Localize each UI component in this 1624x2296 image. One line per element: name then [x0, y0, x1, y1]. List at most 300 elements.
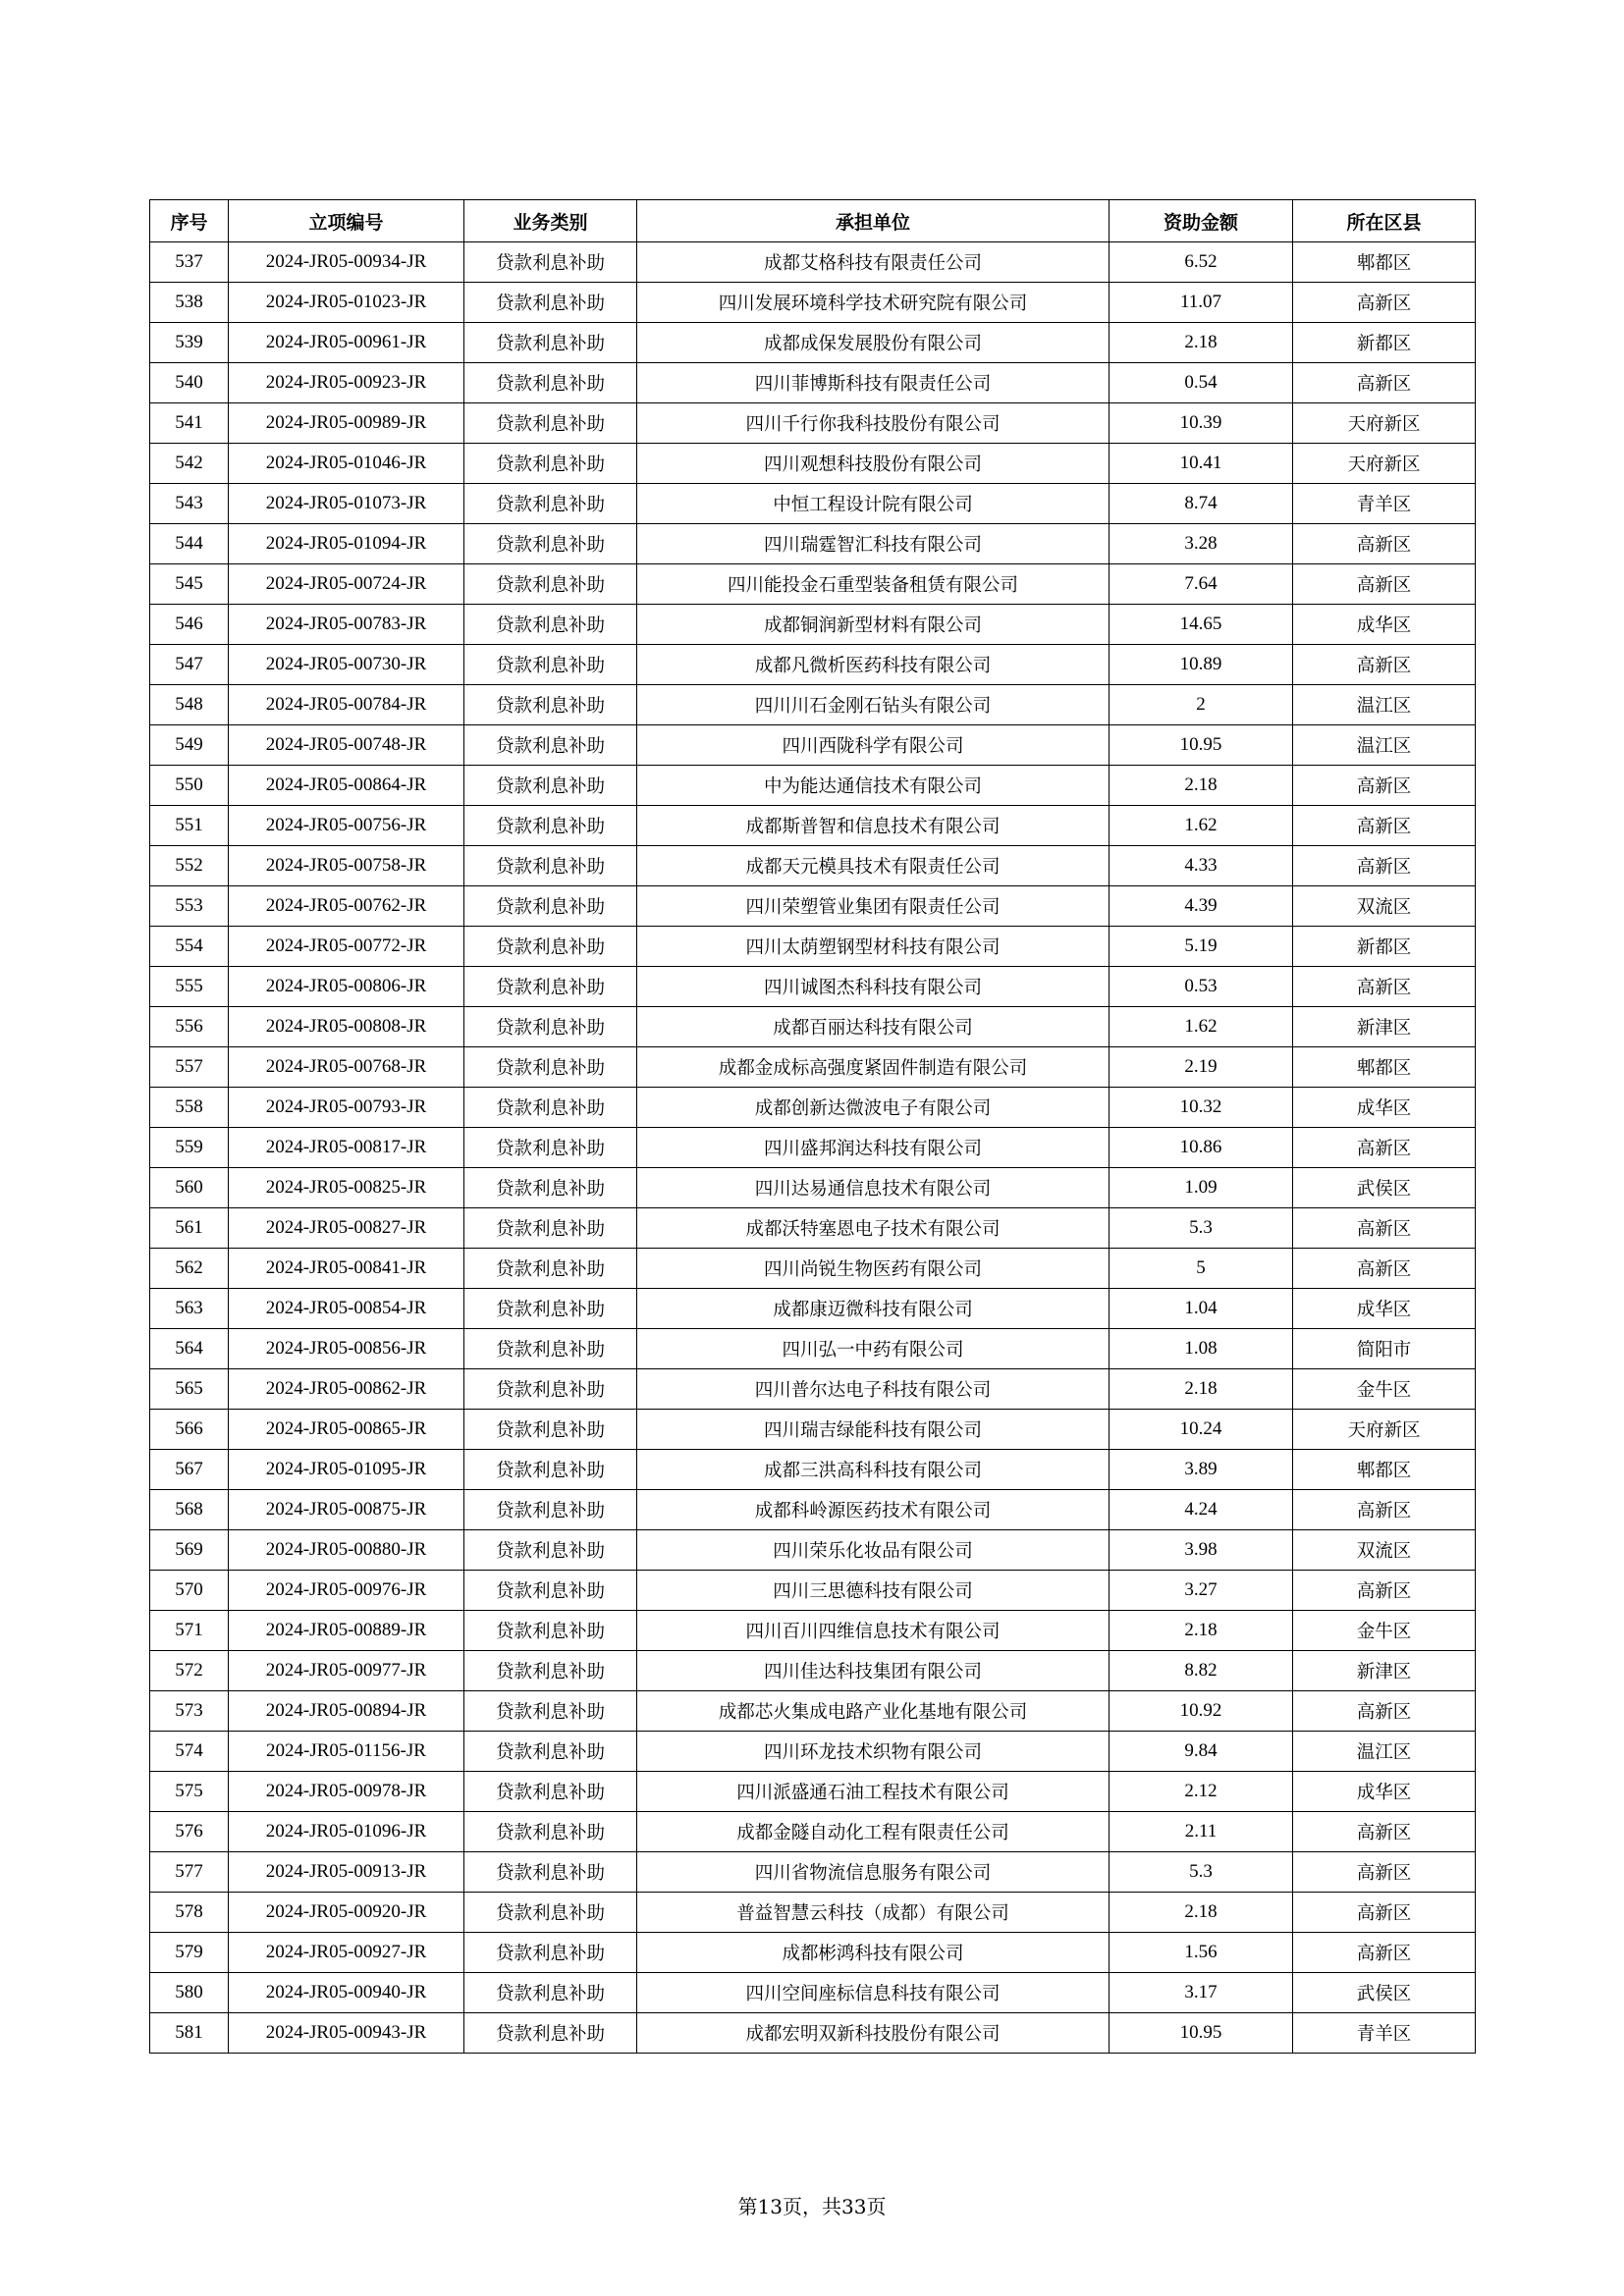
- cell-project-id: 2024-JR05-00827-JR: [229, 1208, 464, 1249]
- cell-company: 成都金成标高强度紧固件制造有限公司: [637, 1047, 1110, 1088]
- cell-project-id: 2024-JR05-00772-JR: [229, 927, 464, 967]
- cell-index: 577: [150, 1852, 229, 1893]
- cell-amount: 7.64: [1110, 564, 1293, 605]
- cell-project-id: 2024-JR05-00748-JR: [229, 725, 464, 766]
- cell-amount: 10.95: [1110, 2013, 1293, 2054]
- cell-district: 高新区: [1293, 1249, 1476, 1289]
- cell-index: 551: [150, 806, 229, 846]
- cell-index: 554: [150, 927, 229, 967]
- cell-project-id: 2024-JR05-00943-JR: [229, 2013, 464, 2054]
- cell-district: 高新区: [1293, 846, 1476, 886]
- cell-index: 562: [150, 1249, 229, 1289]
- table-row: [150, 1651, 1476, 1691]
- table-row: [150, 2013, 1476, 2054]
- cell-amount: 2.12: [1110, 1772, 1293, 1812]
- table-row: [150, 886, 1476, 927]
- cell-index: 563: [150, 1289, 229, 1329]
- funding-table: [149, 199, 1476, 2054]
- cell-project-id: 2024-JR05-00856-JR: [229, 1329, 464, 1369]
- cell-company: 成都斯普智和信息技术有限公司: [637, 806, 1110, 846]
- cell-category: 贷款利息补助: [464, 1530, 637, 1571]
- table-row: [150, 1732, 1476, 1772]
- cell-company: 成都天元模具技术有限责任公司: [637, 846, 1110, 886]
- cell-category: 贷款利息补助: [464, 725, 637, 766]
- cell-district: 高新区: [1293, 645, 1476, 685]
- cell-index: 556: [150, 1007, 229, 1047]
- cell-category: 贷款利息补助: [464, 1208, 637, 1249]
- table-body: [150, 242, 1476, 2054]
- cell-amount: 1.08: [1110, 1329, 1293, 1369]
- cell-index: 578: [150, 1893, 229, 1933]
- table-row: [150, 846, 1476, 886]
- cell-district: 温江区: [1293, 1732, 1476, 1772]
- cell-company: 四川观想科技股份有限公司: [637, 444, 1110, 484]
- page-number: 第13页，共33页: [737, 2195, 887, 2218]
- cell-district: 温江区: [1293, 725, 1476, 766]
- table-row: [150, 1128, 1476, 1168]
- cell-project-id: 2024-JR05-00977-JR: [229, 1651, 464, 1691]
- cell-index: 580: [150, 1973, 229, 2013]
- cell-district: 成华区: [1293, 1772, 1476, 1812]
- cell-category: 贷款利息补助: [464, 886, 637, 927]
- cell-index: 557: [150, 1047, 229, 1088]
- cell-category: 贷款利息补助: [464, 444, 637, 484]
- table-row: [150, 1369, 1476, 1410]
- table-row: [150, 967, 1476, 1007]
- table-row: [150, 1852, 1476, 1893]
- cell-category: 贷款利息补助: [464, 323, 637, 363]
- cell-index: 555: [150, 967, 229, 1007]
- cell-project-id: 2024-JR05-00730-JR: [229, 645, 464, 685]
- cell-category: 贷款利息补助: [464, 1611, 637, 1651]
- cell-category: 贷款利息补助: [464, 1450, 637, 1490]
- cell-amount: 3.28: [1110, 524, 1293, 564]
- cell-amount: 4.33: [1110, 846, 1293, 886]
- table-row: [150, 1973, 1476, 2013]
- cell-amount: 10.95: [1110, 725, 1293, 766]
- cell-amount: 0.54: [1110, 363, 1293, 403]
- cell-district: 高新区: [1293, 1208, 1476, 1249]
- cell-company: 四川瑞霆智汇科技有限公司: [637, 524, 1110, 564]
- table-row: [150, 685, 1476, 725]
- table-row: [150, 363, 1476, 403]
- cell-index: 546: [150, 605, 229, 645]
- cell-district: 郫都区: [1293, 1450, 1476, 1490]
- header-row: [150, 200, 1476, 242]
- table-row: [150, 1691, 1476, 1732]
- cell-company: 四川环龙技术织物有限公司: [637, 1732, 1110, 1772]
- cell-category: 贷款利息补助: [464, 1369, 637, 1410]
- cell-category: 贷款利息补助: [464, 1732, 637, 1772]
- cell-company: 成都科岭源医药技术有限公司: [637, 1490, 1110, 1530]
- cell-amount: 10.24: [1110, 1410, 1293, 1450]
- cell-amount: 10.89: [1110, 645, 1293, 685]
- cell-amount: 3.27: [1110, 1571, 1293, 1611]
- cell-amount: 5.3: [1110, 1852, 1293, 1893]
- cell-project-id: 2024-JR05-00784-JR: [229, 685, 464, 725]
- cell-category: 贷款利息补助: [464, 1329, 637, 1369]
- table-row: [150, 927, 1476, 967]
- cell-amount: 1.04: [1110, 1289, 1293, 1329]
- table-row: [150, 1611, 1476, 1651]
- cell-project-id: 2024-JR05-00825-JR: [229, 1168, 464, 1208]
- cell-district: 高新区: [1293, 1571, 1476, 1611]
- cell-district: 简阳市: [1293, 1329, 1476, 1369]
- table-row: [150, 564, 1476, 605]
- cell-index: 550: [150, 766, 229, 806]
- cell-amount: 0.53: [1110, 967, 1293, 1007]
- cell-district: 高新区: [1293, 1893, 1476, 1933]
- cell-district: 高新区: [1293, 1691, 1476, 1732]
- cell-amount: 2.18: [1110, 1369, 1293, 1410]
- cell-index: 547: [150, 645, 229, 685]
- cell-project-id: 2024-JR05-00864-JR: [229, 766, 464, 806]
- cell-district: 郫都区: [1293, 242, 1476, 283]
- cell-amount: 5: [1110, 1249, 1293, 1289]
- cell-project-id: 2024-JR05-00961-JR: [229, 323, 464, 363]
- cell-category: 贷款利息补助: [464, 1933, 637, 1973]
- cell-category: 贷款利息补助: [464, 1812, 637, 1852]
- table-row: [150, 605, 1476, 645]
- cell-amount: 2.18: [1110, 1611, 1293, 1651]
- cell-district: 成华区: [1293, 605, 1476, 645]
- cell-project-id: 2024-JR05-00976-JR: [229, 1571, 464, 1611]
- cell-index: 581: [150, 2013, 229, 2054]
- cell-district: 金牛区: [1293, 1369, 1476, 1410]
- cell-company: 四川空间座标信息科技有限公司: [637, 1973, 1110, 2013]
- cell-index: 560: [150, 1168, 229, 1208]
- table-row: [150, 1490, 1476, 1530]
- cell-index: 538: [150, 283, 229, 323]
- cell-company: 四川荣乐化妆品有限公司: [637, 1530, 1110, 1571]
- table-row: [150, 283, 1476, 323]
- cell-amount: 11.07: [1110, 283, 1293, 323]
- cell-district: 高新区: [1293, 524, 1476, 564]
- cell-company: 成都凡微析医药科技有限公司: [637, 645, 1110, 685]
- cell-project-id: 2024-JR05-01156-JR: [229, 1732, 464, 1772]
- cell-company: 成都艾格科技有限责任公司: [637, 242, 1110, 283]
- cell-index: 566: [150, 1410, 229, 1450]
- table-row: [150, 1088, 1476, 1128]
- cell-district: 高新区: [1293, 1812, 1476, 1852]
- cell-index: 539: [150, 323, 229, 363]
- cell-index: 559: [150, 1128, 229, 1168]
- table-row: [150, 725, 1476, 766]
- cell-amount: 2.18: [1110, 1893, 1293, 1933]
- cell-project-id: 2024-JR05-00862-JR: [229, 1369, 464, 1410]
- cell-index: 570: [150, 1571, 229, 1611]
- cell-amount: 5.3: [1110, 1208, 1293, 1249]
- table-row: [150, 645, 1476, 685]
- cell-project-id: 2024-JR05-00889-JR: [229, 1611, 464, 1651]
- cell-company: 四川诚图杰科科技有限公司: [637, 967, 1110, 1007]
- cell-category: 贷款利息补助: [464, 1088, 637, 1128]
- cell-index: 574: [150, 1732, 229, 1772]
- cell-amount: 2.18: [1110, 766, 1293, 806]
- cell-amount: 1.62: [1110, 1007, 1293, 1047]
- cell-project-id: 2024-JR05-01095-JR: [229, 1450, 464, 1490]
- cell-category: 贷款利息补助: [464, 967, 637, 1007]
- cell-project-id: 2024-JR05-00920-JR: [229, 1893, 464, 1933]
- cell-company: 四川太荫塑钢型材科技有限公司: [637, 927, 1110, 967]
- cell-amount: 14.65: [1110, 605, 1293, 645]
- table-row: [150, 1893, 1476, 1933]
- cell-index: 541: [150, 403, 229, 444]
- table-row: [150, 323, 1476, 363]
- cell-category: 贷款利息补助: [464, 1249, 637, 1289]
- cell-project-id: 2024-JR05-01094-JR: [229, 524, 464, 564]
- cell-category: 贷款利息补助: [464, 1007, 637, 1047]
- cell-category: 贷款利息补助: [464, 1490, 637, 1530]
- cell-district: 高新区: [1293, 283, 1476, 323]
- cell-index: 561: [150, 1208, 229, 1249]
- cell-company: 四川三思德科技有限公司: [637, 1571, 1110, 1611]
- cell-project-id: 2024-JR05-00808-JR: [229, 1007, 464, 1047]
- cell-category: 贷款利息补助: [464, 1651, 637, 1691]
- cell-category: 贷款利息补助: [464, 363, 637, 403]
- cell-category: 贷款利息补助: [464, 564, 637, 605]
- cell-category: 贷款利息补助: [464, 1410, 637, 1450]
- table-row: [150, 524, 1476, 564]
- cell-index: 553: [150, 886, 229, 927]
- cell-index: 568: [150, 1490, 229, 1530]
- cell-company: 四川西陇科学有限公司: [637, 725, 1110, 766]
- table-row: [150, 484, 1476, 524]
- cell-district: 温江区: [1293, 685, 1476, 725]
- cell-category: 贷款利息补助: [464, 766, 637, 806]
- cell-company: 四川达易通信息技术有限公司: [637, 1168, 1110, 1208]
- col-header-district: 所在区县: [1293, 200, 1476, 242]
- cell-project-id: 2024-JR05-00793-JR: [229, 1088, 464, 1128]
- cell-category: 贷款利息补助: [464, 806, 637, 846]
- col-header-category: 业务类别: [464, 200, 637, 242]
- cell-district: 天府新区: [1293, 444, 1476, 484]
- cell-district: 高新区: [1293, 1128, 1476, 1168]
- cell-district: 武侯区: [1293, 1973, 1476, 2013]
- table-row: [150, 766, 1476, 806]
- cell-project-id: 2024-JR05-00762-JR: [229, 886, 464, 927]
- cell-project-id: 2024-JR05-00894-JR: [229, 1691, 464, 1732]
- cell-amount: 10.41: [1110, 444, 1293, 484]
- cell-company: 四川千行你我科技股份有限公司: [637, 403, 1110, 444]
- cell-district: 双流区: [1293, 1530, 1476, 1571]
- cell-index: 573: [150, 1691, 229, 1732]
- cell-company: 四川佳达科技集团有限公司: [637, 1651, 1110, 1691]
- cell-project-id: 2024-JR05-00783-JR: [229, 605, 464, 645]
- cell-amount: 5.19: [1110, 927, 1293, 967]
- cell-amount: 2: [1110, 685, 1293, 725]
- cell-company: 成都三洪高科科技有限公司: [637, 1450, 1110, 1490]
- table-row: [150, 1933, 1476, 1973]
- cell-company: 成都百丽达科技有限公司: [637, 1007, 1110, 1047]
- cell-category: 贷款利息补助: [464, 283, 637, 323]
- cell-index: 542: [150, 444, 229, 484]
- cell-district: 郫都区: [1293, 1047, 1476, 1088]
- cell-project-id: 2024-JR05-01073-JR: [229, 484, 464, 524]
- cell-amount: 2.11: [1110, 1812, 1293, 1852]
- col-header-company: 承担单位: [637, 200, 1110, 242]
- cell-project-id: 2024-JR05-00854-JR: [229, 1289, 464, 1329]
- cell-company: 四川瑞吉绿能科技有限公司: [637, 1410, 1110, 1450]
- cell-category: 贷款利息补助: [464, 484, 637, 524]
- table-row: [150, 1249, 1476, 1289]
- cell-company: 四川普尔达电子科技有限公司: [637, 1369, 1110, 1410]
- cell-index: 569: [150, 1530, 229, 1571]
- table-row: [150, 806, 1476, 846]
- table-row: [150, 1007, 1476, 1047]
- table-row: [150, 1208, 1476, 1249]
- cell-index: 572: [150, 1651, 229, 1691]
- cell-project-id: 2024-JR05-00923-JR: [229, 363, 464, 403]
- cell-category: 贷款利息补助: [464, 645, 637, 685]
- cell-company: 成都彬鸿科技有限公司: [637, 1933, 1110, 1973]
- cell-district: 武侯区: [1293, 1168, 1476, 1208]
- cell-project-id: 2024-JR05-00724-JR: [229, 564, 464, 605]
- cell-category: 贷款利息补助: [464, 524, 637, 564]
- cell-amount: 1.09: [1110, 1168, 1293, 1208]
- cell-project-id: 2024-JR05-00913-JR: [229, 1852, 464, 1893]
- cell-district: 高新区: [1293, 363, 1476, 403]
- cell-company: 中恒工程设计院有限公司: [637, 484, 1110, 524]
- cell-company: 中为能达通信技术有限公司: [637, 766, 1110, 806]
- table-row: [150, 1571, 1476, 1611]
- cell-company: 成都金隧自动化工程有限责任公司: [637, 1812, 1110, 1852]
- cell-category: 贷款利息补助: [464, 1128, 637, 1168]
- cell-amount: 10.86: [1110, 1128, 1293, 1168]
- cell-company: 成都成保发展股份有限公司: [637, 323, 1110, 363]
- table-row: [150, 1772, 1476, 1812]
- cell-district: 青羊区: [1293, 2013, 1476, 2054]
- cell-index: 571: [150, 1611, 229, 1651]
- cell-amount: 3.17: [1110, 1973, 1293, 2013]
- cell-index: 544: [150, 524, 229, 564]
- cell-category: 贷款利息补助: [464, 846, 637, 886]
- cell-amount: 2.19: [1110, 1047, 1293, 1088]
- cell-company: 成都铜润新型材料有限公司: [637, 605, 1110, 645]
- cell-category: 贷款利息补助: [464, 1772, 637, 1812]
- table-row: [150, 1450, 1476, 1490]
- table-row: [150, 242, 1476, 283]
- cell-project-id: 2024-JR05-00880-JR: [229, 1530, 464, 1571]
- cell-company: 普益智慧云科技（成都）有限公司: [637, 1893, 1110, 1933]
- cell-amount: 8.82: [1110, 1651, 1293, 1691]
- col-header-amount: 资助金额: [1110, 200, 1293, 242]
- cell-district: 高新区: [1293, 806, 1476, 846]
- cell-index: 549: [150, 725, 229, 766]
- cell-project-id: 2024-JR05-00940-JR: [229, 1973, 464, 2013]
- cell-project-id: 2024-JR05-00758-JR: [229, 846, 464, 886]
- cell-index: 537: [150, 242, 229, 283]
- cell-amount: 9.84: [1110, 1732, 1293, 1772]
- cell-company: 四川尚锐生物医药有限公司: [637, 1249, 1110, 1289]
- cell-index: 567: [150, 1450, 229, 1490]
- cell-category: 贷款利息补助: [464, 1571, 637, 1611]
- cell-district: 高新区: [1293, 1933, 1476, 1973]
- cell-district: 新津区: [1293, 1651, 1476, 1691]
- cell-amount: 3.89: [1110, 1450, 1293, 1490]
- cell-amount: 8.74: [1110, 484, 1293, 524]
- cell-district: 天府新区: [1293, 403, 1476, 444]
- cell-category: 贷款利息补助: [464, 927, 637, 967]
- cell-district: 新津区: [1293, 1007, 1476, 1047]
- cell-district: 高新区: [1293, 1490, 1476, 1530]
- cell-index: 552: [150, 846, 229, 886]
- cell-district: 高新区: [1293, 967, 1476, 1007]
- cell-project-id: 2024-JR05-00978-JR: [229, 1772, 464, 1812]
- cell-project-id: 2024-JR05-00806-JR: [229, 967, 464, 1007]
- cell-amount: 10.32: [1110, 1088, 1293, 1128]
- cell-project-id: 2024-JR05-01096-JR: [229, 1812, 464, 1852]
- table-row: [150, 1812, 1476, 1852]
- cell-district: 高新区: [1293, 564, 1476, 605]
- cell-company: 四川荣塑管业集团有限责任公司: [637, 886, 1110, 927]
- cell-amount: 10.39: [1110, 403, 1293, 444]
- cell-company: 成都创新达微波电子有限公司: [637, 1088, 1110, 1128]
- cell-index: 558: [150, 1088, 229, 1128]
- cell-category: 贷款利息补助: [464, 1691, 637, 1732]
- cell-category: 贷款利息补助: [464, 1852, 637, 1893]
- cell-company: 四川弘一中药有限公司: [637, 1329, 1110, 1369]
- table-row: [150, 1047, 1476, 1088]
- cell-amount: 3.98: [1110, 1530, 1293, 1571]
- cell-district: 新都区: [1293, 323, 1476, 363]
- cell-district: 金牛区: [1293, 1611, 1476, 1651]
- cell-index: 548: [150, 685, 229, 725]
- cell-amount: 2.18: [1110, 323, 1293, 363]
- cell-district: 高新区: [1293, 1852, 1476, 1893]
- cell-index: 564: [150, 1329, 229, 1369]
- cell-company: 四川省物流信息服务有限公司: [637, 1852, 1110, 1893]
- cell-district: 成华区: [1293, 1289, 1476, 1329]
- cell-company: 成都芯火集成电路产业化基地有限公司: [637, 1691, 1110, 1732]
- cell-district: 新都区: [1293, 927, 1476, 967]
- table-row: [150, 1289, 1476, 1329]
- cell-index: 576: [150, 1812, 229, 1852]
- cell-project-id: 2024-JR05-00817-JR: [229, 1128, 464, 1168]
- cell-company: 成都沃特塞恩电子技术有限公司: [637, 1208, 1110, 1249]
- cell-index: 579: [150, 1933, 229, 1973]
- cell-project-id: 2024-JR05-01046-JR: [229, 444, 464, 484]
- cell-company: 成都康迈微科技有限公司: [637, 1289, 1110, 1329]
- cell-amount: 4.39: [1110, 886, 1293, 927]
- cell-project-id: 2024-JR05-00841-JR: [229, 1249, 464, 1289]
- cell-company: 四川发展环境科学技术研究院有限公司: [637, 283, 1110, 323]
- cell-district: 成华区: [1293, 1088, 1476, 1128]
- cell-amount: 4.24: [1110, 1490, 1293, 1530]
- cell-district: 青羊区: [1293, 484, 1476, 524]
- cell-project-id: 2024-JR05-00865-JR: [229, 1410, 464, 1450]
- table-header: [150, 200, 1476, 242]
- cell-company: 四川菲博斯科技有限责任公司: [637, 363, 1110, 403]
- cell-category: 贷款利息补助: [464, 1047, 637, 1088]
- cell-category: 贷款利息补助: [464, 1973, 637, 2013]
- cell-index: 545: [150, 564, 229, 605]
- table-row: [150, 403, 1476, 444]
- cell-company: 成都宏明双新科技股份有限公司: [637, 2013, 1110, 2054]
- col-header-index: 序号: [150, 200, 229, 242]
- table-row: [150, 444, 1476, 484]
- cell-amount: 1.62: [1110, 806, 1293, 846]
- cell-district: 天府新区: [1293, 1410, 1476, 1450]
- cell-project-id: 2024-JR05-00768-JR: [229, 1047, 464, 1088]
- cell-category: 贷款利息补助: [464, 403, 637, 444]
- cell-district: 高新区: [1293, 766, 1476, 806]
- cell-company: 四川派盛通石油工程技术有限公司: [637, 1772, 1110, 1812]
- cell-company: 四川盛邦润达科技有限公司: [637, 1128, 1110, 1168]
- cell-amount: 1.56: [1110, 1933, 1293, 1973]
- cell-category: 贷款利息补助: [464, 605, 637, 645]
- cell-company: 四川川石金刚石钻头有限公司: [637, 685, 1110, 725]
